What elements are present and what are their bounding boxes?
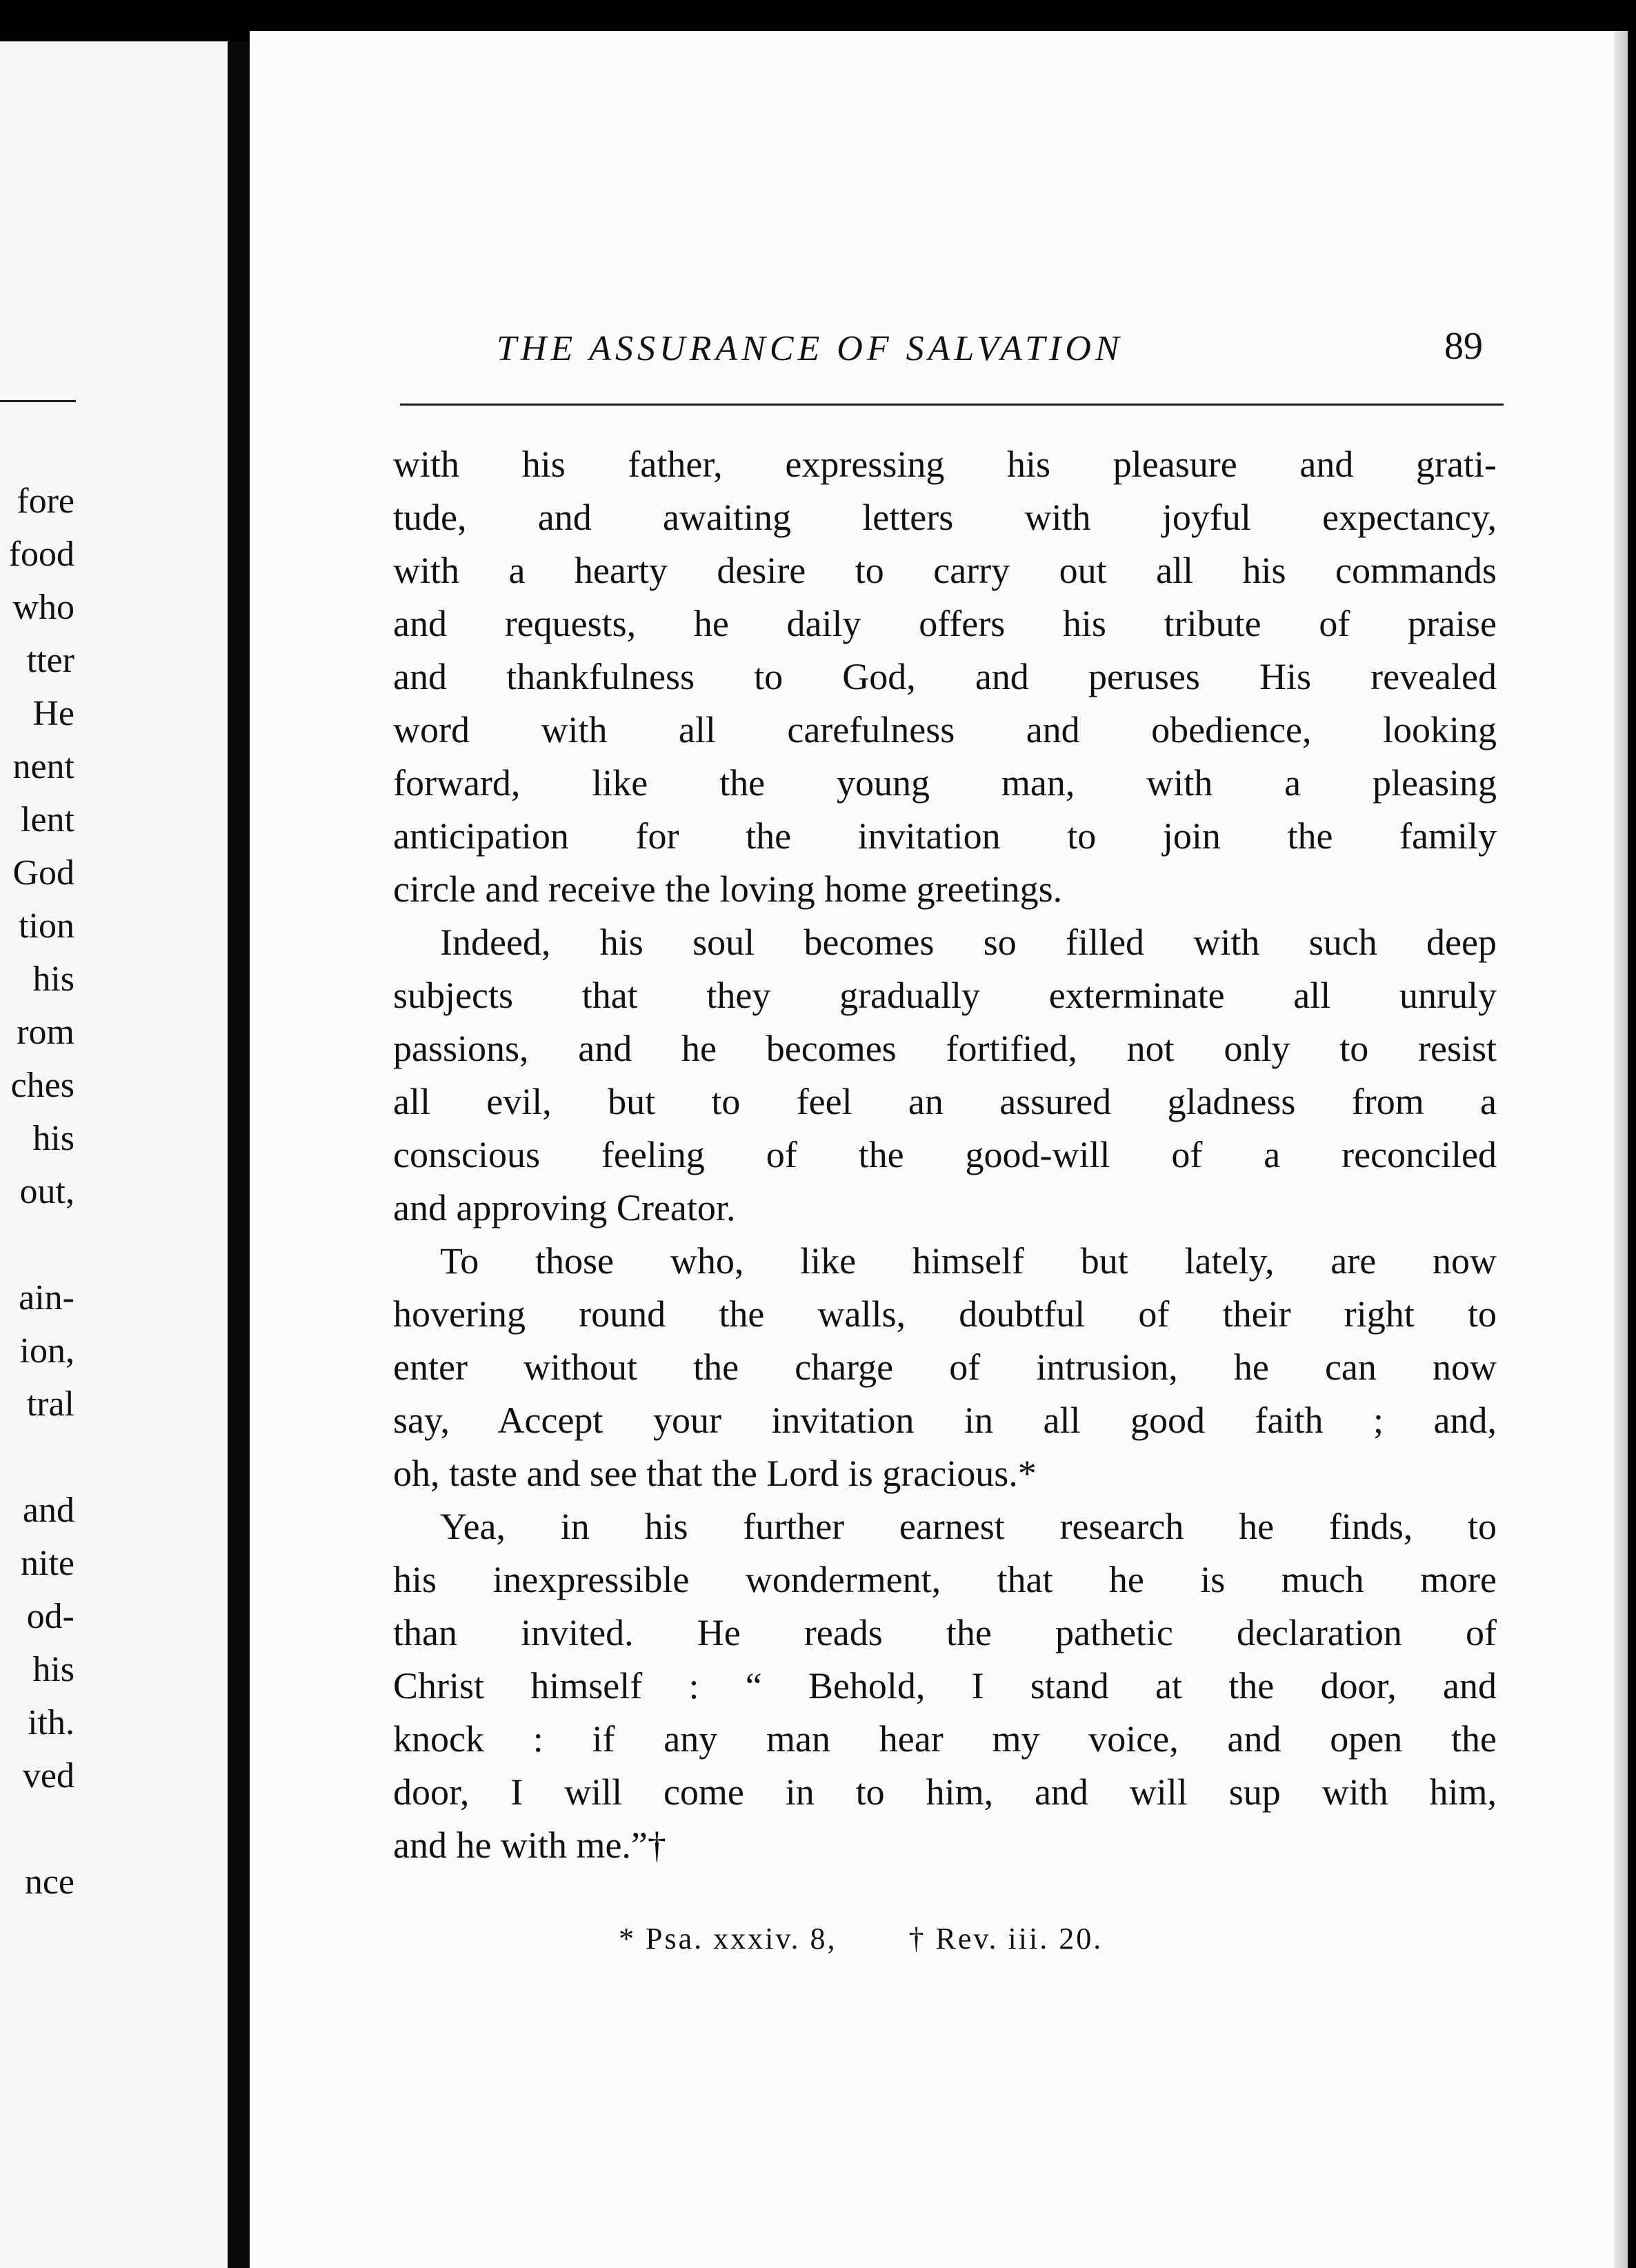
left-line: fore: [17, 481, 74, 521]
text-line: circle and receive the loving home greetings.: [393, 868, 1063, 910]
left-line: his: [32, 1650, 74, 1689]
book-gutter: [228, 41, 250, 2268]
left-line: nent: [12, 747, 74, 786]
left-page-head-rule: [0, 400, 76, 402]
text-line: and approving Creator.: [393, 1187, 736, 1228]
left-line: who: [12, 588, 74, 627]
text-line: with his father, expressing his pleasure and grati-: [393, 444, 1497, 485]
text-line: say, Accept your invitation in all good faith ; and,: [393, 1400, 1497, 1441]
text-line: hovering round the walls, doubtful of their right to: [393, 1293, 1497, 1335]
left-line: od-: [26, 1597, 74, 1636]
text-line: passions, and he becomes fortified, not only to resist: [393, 1028, 1497, 1069]
text-line: door, I will come in to him, and will sup with him,: [393, 1771, 1497, 1813]
left-line: and: [22, 1491, 74, 1530]
text-line: than invited. He reads the pathetic declaration of: [393, 1612, 1497, 1653]
left-line: ain-: [19, 1278, 74, 1317]
left-line: rom: [17, 1013, 74, 1052]
left-line: ith.: [28, 1703, 74, 1742]
left-line: He: [32, 694, 74, 733]
footnotes: [619, 1921, 1103, 1956]
running-head: [393, 324, 1510, 386]
text-line: enter without the charge of intrusion, he can now: [393, 1346, 1497, 1388]
left-line: out,: [19, 1172, 74, 1211]
text-line: tude, and awaiting letters with joyful expectancy,: [393, 497, 1497, 538]
head-rule: [400, 404, 1504, 406]
text-line: and requests, he daily offers his tribute of praise: [393, 603, 1497, 644]
left-line: nce: [24, 1862, 74, 1902]
left-line: [0, 1802, 74, 1856]
text-line: subjects that they gradually exterminate all unruly: [393, 975, 1497, 1016]
running-title: THE ASSURANCE OF SALVATION: [497, 329, 1124, 368]
text-line: forward, like the young man, with a pleasing: [393, 762, 1497, 804]
text-line: Yea, in his further earnest research he finds, to: [440, 1506, 1497, 1547]
page-89: [250, 31, 1628, 2268]
left-line: his: [32, 959, 74, 999]
footnote-psalm: * Psa. xxxiv. 8,: [619, 1922, 837, 1956]
text-line: Christ himself : “ Behold, I stand at the door, and: [393, 1665, 1497, 1707]
left-line: [0, 1218, 74, 1271]
left-line: ved: [22, 1756, 74, 1796]
left-line: nite: [21, 1544, 74, 1583]
left-line: ion,: [19, 1331, 74, 1371]
left-line: ches: [10, 1066, 74, 1105]
body-text: [393, 438, 1497, 1872]
text-line: word with all carefulness and obedience, looking: [393, 709, 1497, 750]
text-line: and thankfulness to God, and peruses His revealed: [393, 656, 1497, 697]
page-edge-shadow: [1614, 31, 1628, 2268]
left-line: [0, 1431, 74, 1484]
left-line: food: [8, 535, 74, 574]
left-line: God: [12, 853, 74, 893]
left-page-text-fragments: [0, 475, 74, 1909]
text-line: with a hearty desire to carry out all his commands: [393, 550, 1497, 591]
text-line: and he with me.”†: [393, 1824, 666, 1866]
text-line: all evil, but to feel an assured gladness from a: [393, 1081, 1497, 1122]
text-line: To those who, like himself but lately, are now: [440, 1240, 1497, 1282]
left-line: lent: [21, 800, 74, 839]
footnote-revelation: † Rev. iii. 20.: [908, 1922, 1104, 1956]
text-line: anticipation for the invitation to join the family: [393, 815, 1497, 857]
facing-page-left: [0, 41, 228, 2268]
left-line: his: [32, 1119, 74, 1158]
left-line: tion: [19, 906, 74, 946]
left-line: tral: [26, 1384, 74, 1424]
left-line: tter: [26, 641, 74, 680]
text-line: oh, taste and see that the Lord is gracious.*: [393, 1453, 1037, 1494]
text-line: conscious feeling of the good-will of a reconciled: [393, 1134, 1497, 1175]
text-line: Indeed, his soul becomes so filled with such deep: [440, 922, 1497, 963]
text-line: knock : if any man hear my voice, and open the: [393, 1718, 1497, 1760]
page-number: 89: [1444, 325, 1483, 368]
text-line: his inexpressible wonderment, that he is much more: [393, 1559, 1497, 1600]
